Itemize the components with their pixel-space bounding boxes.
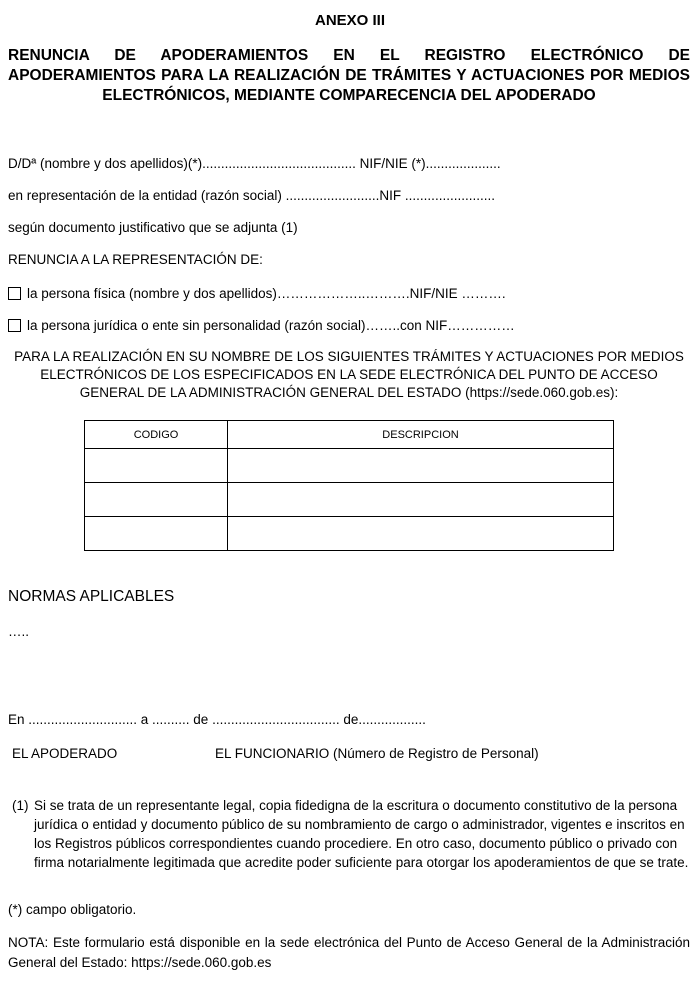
renuncia-heading: RENUNCIA A LA REPRESENTACIÓN DE: — [8, 252, 263, 267]
option-persona-juridica-label: la persona jurídica o ente sin personalidad (razón social)……..con NIF…………… — [27, 318, 515, 333]
checkbox-persona-fisica[interactable] — [8, 287, 21, 300]
procedures-table — [84, 420, 614, 551]
descripcion-cell[interactable] — [228, 449, 614, 483]
descripcion-cell[interactable] — [228, 483, 614, 517]
column-header-descripcion: DESCRIPCION — [228, 421, 614, 449]
option-persona-juridica[interactable] — [8, 318, 515, 333]
place-date-line[interactable]: En ............................. a .......... de .................................. de.................. — [8, 712, 426, 727]
normas-heading: NORMAS APLICABLES — [8, 588, 175, 605]
document-title: RENUNCIA DE APODERAMIENTOS EN EL REGISTRO ELECTRÓNICO DE APODERAMIENTOS PARA LA REALIZACIÓN DE TRÁMITES Y ACTUACIONES POR MEDIOS ELECTRÓNICOS, MEDIANTE COMPARECENCIA DEL APODERADO — [8, 47, 690, 104]
annex-label: ANEXO III — [314, 12, 385, 29]
funcionario-signature-label: EL FUNCIONARIO (Número de Registro de Personal) — [215, 746, 539, 761]
justifying-document-line: según documento justificativo que se adjunta (1) — [8, 220, 298, 235]
apoderado-signature-label: EL APODERADO — [12, 746, 118, 761]
table-row — [85, 449, 614, 483]
option-persona-fisica-label: la persona física (nombre y dos apellidos)………………..……….NIF/NIE ………. — [27, 286, 506, 301]
footnote-text: Si se trata de un representante legal, copia fidedigna de la escritura o documento constitutivo de la persona jurídica o entidad y documento público de su nombramiento de cargo o administrador, vigentes e inscritos en los Registros públicos correspondientes cuando procediere. En otro caso, documento público o privado con firma notarialmente legitimada que acredite poder suficiente para otorgar los apoderamientos de que se trate. — [34, 798, 689, 870]
codigo-cell[interactable] — [85, 517, 228, 551]
column-header-codigo: CODIGO — [85, 421, 228, 449]
availability-note: NOTA: Este formulario está disponible en la sede electrónica del Punto de Acceso General de la Administración General del Estado: https://sede.060.gob.es — [8, 935, 690, 970]
footnote-number: (1) — [12, 798, 29, 813]
codigo-cell[interactable] — [85, 449, 228, 483]
descripcion-cell[interactable] — [228, 517, 614, 551]
codigo-cell[interactable] — [85, 483, 228, 517]
footnote — [8, 796, 690, 872]
declarant-name-line[interactable]: D/Dª (nombre y dos apellidos)(*)......................................... NIF/NIE (*).................... — [8, 156, 501, 171]
option-persona-fisica[interactable] — [8, 286, 506, 301]
entity-line[interactable]: en representación de la entidad (razón social) .........................NIF ........................ — [8, 188, 495, 203]
required-field-note: (*) campo obligatorio. — [8, 902, 137, 917]
normas-content: ….. — [8, 624, 30, 639]
checkbox-persona-juridica[interactable] — [8, 319, 21, 332]
procedures-intro: PARA LA REALIZACIÓN EN SU NOMBRE DE LOS SIGUIENTES TRÁMITES Y ACTUACIONES POR MEDIOS ELECTRÓNICOS DE LOS ESPECIFICADOS EN LA SEDE ELECTRÓNICA DEL PUNTO DE ACCESO GENERAL DE LA ADMINISTRACIÓN GENERAL DEL ESTADO (https://sede.060.gob.es): — [14, 349, 684, 400]
table-row — [85, 483, 614, 517]
table-row — [85, 517, 614, 551]
